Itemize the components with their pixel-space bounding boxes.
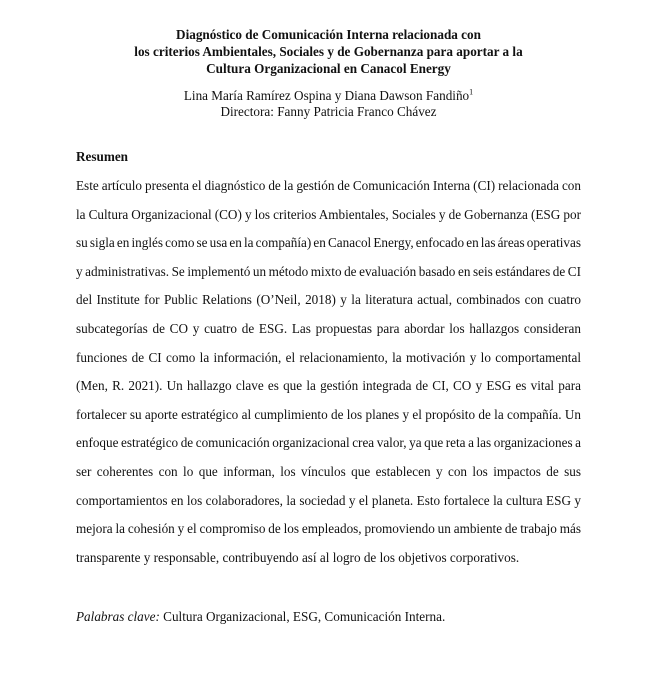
title-line: Cultura Organizacional en Canacol Energy (206, 61, 451, 76)
abstract-line: Este artículo presenta el diagnóstico de la gestión de Comunicación Interna (CI) relacionada con (76, 178, 581, 193)
director: Directora: Fanny Patricia Franco Chávez (220, 104, 437, 119)
abstract-body (76, 177, 581, 577)
abstract-line: enfoque estratégico de comunicación organizacional crea valor, ya que reta a las organizaciones a (76, 435, 581, 451)
abstract-line: fortalecer su aporte estratégico al cumplimiento de los planes y el propósito de la compañía. Un (76, 406, 581, 422)
title-line: Diagnóstico de Comunicación Interna relacionada con (176, 27, 481, 42)
abstract-line: (Men, R. 2021). Un hallazgo clave es que la gestión integrada de CI, CO y ESG es vital para (76, 378, 581, 394)
authors: Lina María Ramírez Ospina y Diana Dawson Fandiño (183, 88, 470, 103)
author-line (40, 88, 617, 104)
abstract-line: y administrativas. Se implementó un método mixto de evaluación basado en seis estándares de CI (76, 263, 581, 279)
abstract-line: del Institute for Public Relations (O’Neil, 2018) y la literatura actual, combinados con cuatro (76, 292, 581, 308)
abstract-line: transparente y responsable, contribuyendo así al logro de los objetivos corporativos. (76, 549, 520, 565)
abstract-line: mejora la cohesión y el compromiso de los empleados, promoviendo un ambiente de trabajo más (76, 521, 581, 537)
abstract-heading: Resumen (76, 149, 129, 164)
title-line: los criterios Ambientales, Sociales y de Gobernanza para aportar a la (134, 44, 523, 59)
author-footnote-marker: 1 (469, 87, 474, 97)
abstract-line: comportamientos en los colaboradores, la sociedad y el planeta. Esto fortalece la cultura ESG y (76, 492, 581, 508)
keywords-line (76, 608, 445, 625)
abstract-line: subcategorías de CO y cuatro de ESG. Las propuestas para abordar los hallazgos consideran (76, 320, 581, 336)
keywords: Cultura Organizacional, ESG, Comunicación Interna. (163, 609, 446, 624)
author-block (40, 88, 617, 120)
paper-title (40, 26, 617, 77)
abstract-line: la Cultura Organizacional (CO) y los criterios Ambientales, Sociales y de Gobernanza (ESG por (76, 206, 581, 222)
keywords-label: Palabras clave: (76, 609, 160, 624)
abstract-line: su sigla en inglés como se usa en la compañía) en Canacol Energy, enfocado en las áreas operativas (76, 235, 581, 251)
abstract-line: funciones de CI como la información, el relacionamiento, la motivación y lo comportamental (76, 349, 581, 365)
abstract-line: ser coherentes con lo que informan, los vínculos que establecen y con los impactos de sus (76, 463, 581, 479)
